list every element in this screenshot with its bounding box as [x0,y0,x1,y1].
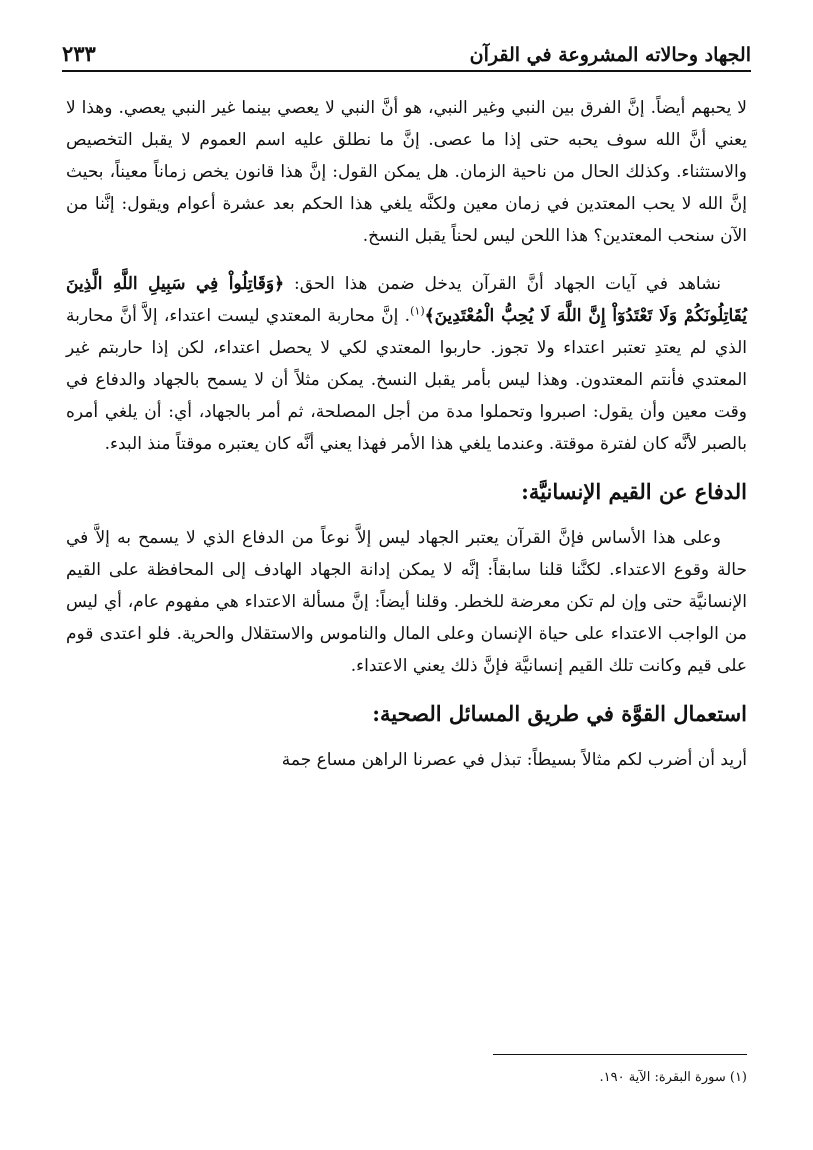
page-header [62,26,751,72]
footnote-divider [493,1054,747,1055]
page-number: ٢٣٣ [62,41,96,66]
paragraph-4: أريد أن أضرب لكم مثالاً بسيطاً: تبذل في عصرنا الراهن مساع جمة [281,750,747,770]
quran-verse: ﴿وَقَاتِلُواْ فِي سَبِيلِ اللَّهِ الَّذِينَ يُقَاتِلُونَكُمْ وَلَا تَعْتَدُوٓاْ إِنَّ اللَّهَ لَا يُحِبُّ الْمُعْتَدِينَ﴾ [66,274,747,326]
paragraph-2-intro: نشاهد في آيات الجهاد أنَّ القرآن يدخل ضمن هذا الحق: [284,274,721,294]
footnote-ref: (١) [410,304,425,318]
paragraph-2-body: . إنَّ محاربة المعتدي ليست اعتداء، إلاَّ أنَّ محاربة الذي لم يعتدِ تعتبر اعتداء ولا تجوز. حاربوا المعتدي لكي لا يحصل اعتداء، لكن إذا حاربتم غير المعتدي فأنتم المعتدون. وهذا ليس بأمر يقبل النسخ. يمكن مثلاً أن لا يسمح بالجهاد والدفاع في وقت معين وأن يقول: اصبروا وتحملوا مدة من أجل المصلحة، ثم أمر بالجهاد، أي: أن يلغي أمره بالصبر لأنَّه كان لفترة موقتة. وعندما يلغي هذا الأمر فهذا يعني أنَّه كان يعتبره موقتاً منذ البدء. [66,306,747,454]
paragraph-2 [66,268,747,460]
section-heading-values: الدفاع عن القيم الإنسانيَّة: [521,479,747,504]
paragraph-1: لا يحبهم أيضاً. إنَّ الفرق بين النبي وغير النبي، هو أنَّ النبي لا يعصي بينما غير النبي يعصي. وهذا لا يعني أنَّ الله سوف يحبه حتى إذا ما عصى. إنَّ ما نطلق عليه اسم العموم لا يقبل التخصيص والاستثناء. وكذلك الحال من ناحية الزمان. هل يمكن القول: إنَّ هذا قانون يخص زماناً معيناً، بحيث إنَّ الله لا يحب المعتدين في زمان معين ولكنَّه يلغي هذا الحكم بعد عشرة أعوام ويقول: إنَّنا من الآن سنحب المعتدين؟ هذا اللحن ليس لحناً يقبل النسخ. [66,98,748,246]
running-title: الجهاد وحالاته المشروعة في القرآن [469,44,751,66]
paragraph-3: وعلى هذا الأساس فإنَّ القرآن يعتبر الجهاد ليس إلاَّ نوعاً من الدفاع الذي لا يسمح به إلاَّ في حالة وقوع الاعتداء. لكنَّنا قلنا سابقاً: إنَّه لا يمكن إدانة الجهاد الهادف إلى المحافظة على القيم الإنسانيَّة حتى وإن لم تكن معرضة للخطر. وقلنا أيضاً: إنَّ مسألة الاعتداء هي مفهوم عام، أي ليس من الواجب الاعتداء على حياة الإنسان وعلى المال والناموس والاستقلال والحرية. فلو اعتدى قوم على قيم وكانت تلك القيم إنسانيَّة فإنَّ ذلك يعني الاعتداء. [66,528,747,676]
section-heading-force: استعمال القوَّة في طريق المسائل الصحية: [372,701,747,726]
footnote: (١) سورة البقرة: الآية ١٩٠. [599,1070,747,1085]
page-body [66,92,747,792]
